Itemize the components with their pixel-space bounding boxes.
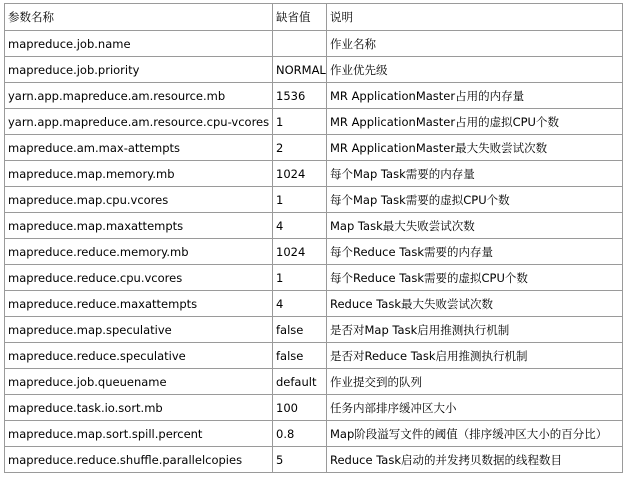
table-row bbox=[5, 291, 623, 317]
description-cell: Reduce Task启动的并发拷贝数据的线程数目 bbox=[327, 447, 623, 473]
param-name-cell: mapreduce.reduce.cpu.vcores bbox=[5, 265, 273, 291]
param-name-cell: mapreduce.reduce.shuffle.parallelcopies bbox=[5, 447, 273, 473]
header-description: 说明 bbox=[327, 4, 623, 31]
default-value-cell: 4 bbox=[273, 291, 327, 317]
default-value-cell: 2 bbox=[273, 135, 327, 161]
parameters-table bbox=[4, 3, 623, 473]
param-name-cell: mapreduce.job.name bbox=[5, 31, 273, 57]
param-name-cell: mapreduce.reduce.memory.mb bbox=[5, 239, 273, 265]
default-value-cell: 1024 bbox=[273, 161, 327, 187]
param-name-cell: mapreduce.map.speculative bbox=[5, 317, 273, 343]
table-row bbox=[5, 161, 623, 187]
description-cell: MR ApplicationMaster占用的内存量 bbox=[327, 83, 623, 109]
table-row bbox=[5, 265, 623, 291]
table-row bbox=[5, 57, 623, 83]
description-cell: 每个Map Task需要的内存量 bbox=[327, 161, 623, 187]
description-cell: 任务内部排序缓冲区大小 bbox=[327, 395, 623, 421]
default-value-cell: 4 bbox=[273, 213, 327, 239]
default-value-cell: 100 bbox=[273, 395, 327, 421]
table-row bbox=[5, 109, 623, 135]
default-value-cell: 1024 bbox=[273, 239, 327, 265]
param-name-cell: mapreduce.map.cpu.vcores bbox=[5, 187, 273, 213]
table-body bbox=[5, 31, 623, 473]
default-value-cell: 1 bbox=[273, 187, 327, 213]
table-row bbox=[5, 83, 623, 109]
param-name-cell: mapreduce.job.priority bbox=[5, 57, 273, 83]
table-row bbox=[5, 239, 623, 265]
table-row bbox=[5, 317, 623, 343]
default-value-cell: 0.8 bbox=[273, 421, 327, 447]
description-cell: MR ApplicationMaster占用的虚拟CPU个数 bbox=[327, 109, 623, 135]
default-value-cell: 1536 bbox=[273, 83, 327, 109]
param-name-cell: mapreduce.job.queuename bbox=[5, 369, 273, 395]
default-value-cell: 5 bbox=[273, 447, 327, 473]
table-row bbox=[5, 213, 623, 239]
table-row bbox=[5, 343, 623, 369]
description-cell: Reduce Task最大失败尝试次数 bbox=[327, 291, 623, 317]
description-cell: 作业提交到的队列 bbox=[327, 369, 623, 395]
default-value-cell: default bbox=[273, 369, 327, 395]
param-name-cell: mapreduce.map.memory.mb bbox=[5, 161, 273, 187]
header-param-name: 参数名称 bbox=[5, 4, 273, 31]
param-name-cell: mapreduce.am.max-attempts bbox=[5, 135, 273, 161]
description-cell: 作业名称 bbox=[327, 31, 623, 57]
table-row bbox=[5, 369, 623, 395]
description-cell: 每个Reduce Task需要的虚拟CPU个数 bbox=[327, 265, 623, 291]
table-row bbox=[5, 187, 623, 213]
description-cell: 作业优先级 bbox=[327, 57, 623, 83]
description-cell: 每个Map Task需要的虚拟CPU个数 bbox=[327, 187, 623, 213]
param-name-cell: mapreduce.reduce.maxattempts bbox=[5, 291, 273, 317]
table-header-row bbox=[5, 4, 623, 31]
default-value-cell: false bbox=[273, 343, 327, 369]
table-row bbox=[5, 395, 623, 421]
default-value-cell: false bbox=[273, 317, 327, 343]
default-value-cell: 1 bbox=[273, 109, 327, 135]
table-row bbox=[5, 135, 623, 161]
description-cell: 是否对Reduce Task启用推测执行机制 bbox=[327, 343, 623, 369]
description-cell: 每个Reduce Task需要的内存量 bbox=[327, 239, 623, 265]
default-value-cell: 1 bbox=[273, 265, 327, 291]
param-name-cell: yarn.app.mapreduce.am.resource.mb bbox=[5, 83, 273, 109]
header-default-value: 缺省值 bbox=[273, 4, 327, 31]
table-row bbox=[5, 31, 623, 57]
default-value-cell: NORMAL bbox=[273, 57, 327, 83]
description-cell: MR ApplicationMaster最大失败尝试次数 bbox=[327, 135, 623, 161]
param-name-cell: mapreduce.reduce.speculative bbox=[5, 343, 273, 369]
description-cell: 是否对Map Task启用推测执行机制 bbox=[327, 317, 623, 343]
param-name-cell: yarn.app.mapreduce.am.resource.cpu-vcores bbox=[5, 109, 273, 135]
param-name-cell: mapreduce.map.maxattempts bbox=[5, 213, 273, 239]
description-cell: Map阶段溢写文件的阈值（排序缓冲区大小的百分比） bbox=[327, 421, 623, 447]
table-row bbox=[5, 421, 623, 447]
param-name-cell: mapreduce.task.io.sort.mb bbox=[5, 395, 273, 421]
default-value-cell bbox=[273, 31, 327, 57]
param-name-cell: mapreduce.map.sort.spill.percent bbox=[5, 421, 273, 447]
table-row bbox=[5, 447, 623, 473]
description-cell: Map Task最大失败尝试次数 bbox=[327, 213, 623, 239]
